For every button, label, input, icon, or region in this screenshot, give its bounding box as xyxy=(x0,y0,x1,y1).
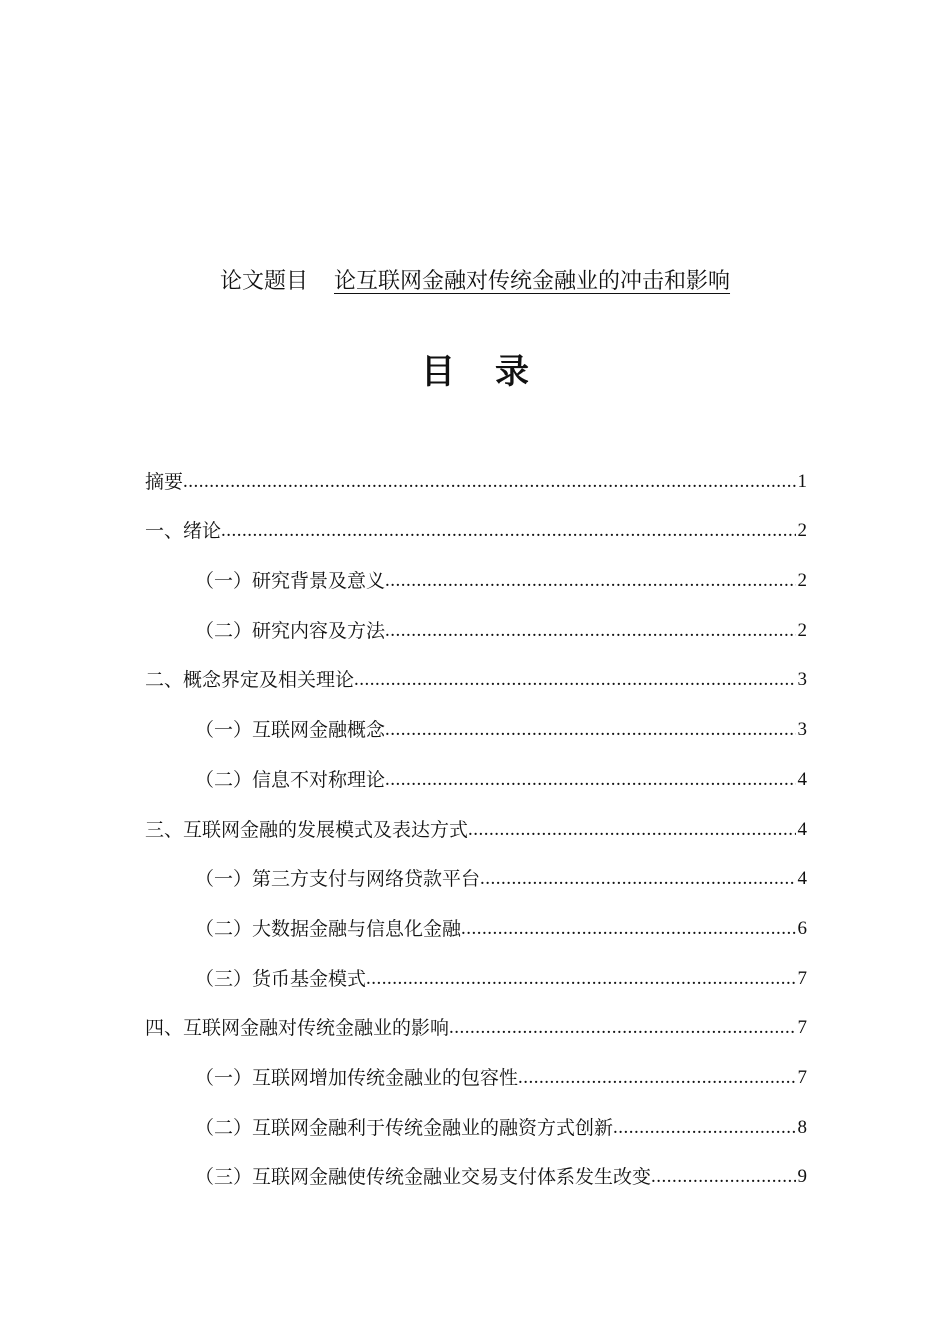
toc-leader-dots xyxy=(518,1062,795,1094)
table-of-contents xyxy=(145,448,807,1193)
toc-entry[interactable] xyxy=(145,1044,807,1094)
toc-entry-title: （二）互联网金融利于传统金融业的融资方式创新 xyxy=(195,1116,614,1139)
toc-entry-title: （二）大数据金融与信息化金融 xyxy=(195,917,462,940)
toc-entry-page: 3 xyxy=(797,719,807,741)
toc-entry-title: （一）互联网增加传统金融业的包容性 xyxy=(195,1066,519,1089)
toc-entry-title: 二、概念界定及相关理论 xyxy=(145,669,355,692)
toc-leader-dots xyxy=(385,615,795,647)
toc-entry-title: （二）信息不对称理论 xyxy=(195,768,386,791)
toc-entry[interactable] xyxy=(145,597,807,647)
toc-entry[interactable] xyxy=(145,547,807,597)
toc-entry[interactable] xyxy=(145,995,807,1045)
toc-entry-title: 摘要 xyxy=(145,470,184,493)
toc-entry-title: 一、绪论 xyxy=(145,520,222,543)
thesis-title-value: 论互联网金融对传统金融业的冲击和影响 xyxy=(334,269,731,294)
toc-leader-dots xyxy=(221,515,795,547)
toc-entry-page: 6 xyxy=(797,917,807,939)
toc-entry-page: 4 xyxy=(797,818,807,840)
toc-entry[interactable] xyxy=(145,647,807,697)
toc-entry-page: 4 xyxy=(797,868,807,890)
toc-entry[interactable] xyxy=(145,796,807,846)
toc-entry-title: 三、互联网金融的发展模式及表达方式 xyxy=(145,818,469,841)
toc-heading-char: 录 xyxy=(495,352,529,392)
toc-entry-title: （一）互联网金融概念 xyxy=(195,719,386,742)
toc-entry[interactable] xyxy=(145,696,807,746)
thesis-title-label: 论文题目 xyxy=(219,269,308,294)
toc-entry[interactable] xyxy=(145,895,807,945)
toc-entry[interactable] xyxy=(145,1094,807,1144)
toc-leader-dots xyxy=(183,466,795,498)
toc-entry-title: 四、互联网金融对传统金融业的影响 xyxy=(145,1017,450,1040)
toc-entry-page: 2 xyxy=(797,520,807,542)
toc-leader-dots xyxy=(461,913,795,945)
toc-leader-dots xyxy=(613,1112,795,1144)
toc-leader-dots xyxy=(385,714,795,746)
toc-entry[interactable] xyxy=(145,945,807,995)
toc-entry-page: 7 xyxy=(797,1017,807,1039)
toc-leader-dots xyxy=(385,764,795,796)
toc-leader-dots xyxy=(651,1161,795,1193)
toc-entry-page: 8 xyxy=(797,1116,807,1138)
toc-entry[interactable] xyxy=(145,846,807,896)
toc-entry[interactable] xyxy=(145,448,807,498)
toc-heading xyxy=(0,348,950,396)
toc-leader-dots xyxy=(449,1012,795,1044)
toc-entry-title: （三）货币基金模式 xyxy=(195,967,367,990)
toc-entry-page: 7 xyxy=(797,1066,807,1088)
toc-leader-dots xyxy=(480,863,795,895)
toc-entry[interactable] xyxy=(145,746,807,796)
toc-leader-dots xyxy=(468,814,795,846)
toc-entry-page: 3 xyxy=(797,669,807,691)
toc-heading-char: 目 xyxy=(421,352,455,392)
toc-leader-dots xyxy=(354,664,795,696)
toc-entry-page: 4 xyxy=(797,768,807,790)
toc-entry-title: （三）互联网金融使传统金融业交易支付体系发生改变 xyxy=(195,1166,652,1189)
toc-entry-page: 2 xyxy=(797,619,807,641)
toc-entry-title: （一）第三方支付与网络贷款平台 xyxy=(195,868,481,891)
toc-entry-title: （二）研究内容及方法 xyxy=(195,619,386,642)
toc-entry-page: 1 xyxy=(797,470,807,492)
toc-entry-page: 7 xyxy=(797,967,807,989)
toc-leader-dots xyxy=(366,963,795,995)
toc-entry[interactable] xyxy=(145,498,807,548)
thesis-title-line xyxy=(0,264,950,300)
toc-leader-dots xyxy=(385,565,795,597)
toc-entry-title: （一）研究背景及意义 xyxy=(195,570,386,593)
toc-entry-page: 9 xyxy=(797,1166,807,1188)
toc-entry[interactable] xyxy=(145,1144,807,1194)
toc-entry-page: 2 xyxy=(797,570,807,592)
